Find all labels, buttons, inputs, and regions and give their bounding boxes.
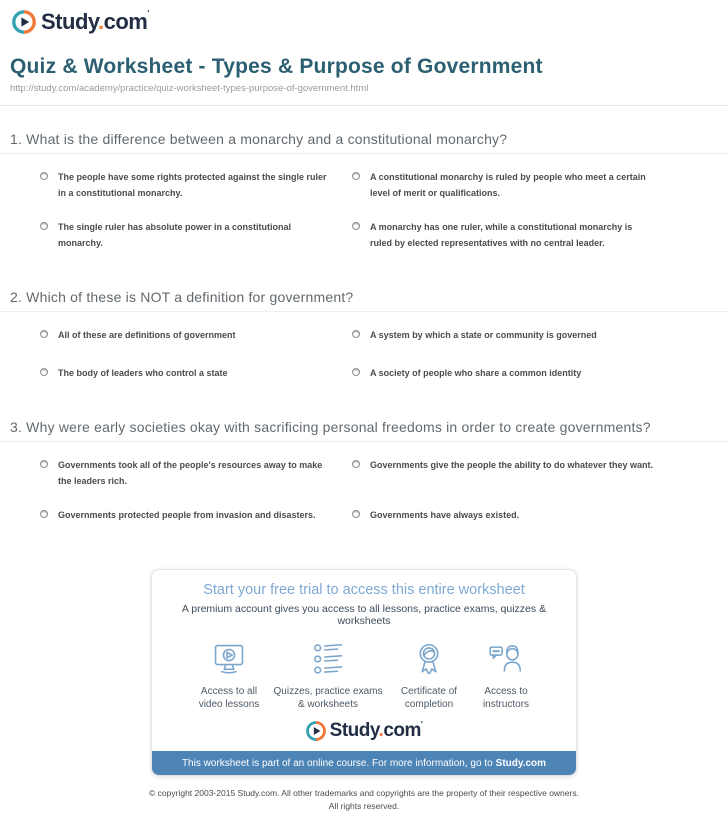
page-title: Quiz & Worksheet - Types & Purpose of Government	[10, 55, 543, 78]
question-1	[0, 131, 728, 251]
trial-subtitle: A premium account gives you access to all lessons, practice exams, quizzes & worksheets	[181, 603, 547, 627]
answer-label: Governments protected people from invasion and disasters.	[58, 510, 316, 520]
answer-option[interactable]	[40, 327, 352, 343]
course-info-banner	[152, 751, 576, 775]
feature-label: Access to all video lessons	[198, 686, 260, 710]
answer-option[interactable]	[352, 327, 728, 343]
answer-label: All of these are definitions of government	[58, 330, 236, 340]
radio-button[interactable]	[352, 222, 360, 230]
play-circle-logo-icon	[306, 721, 326, 741]
logo-trademark: '	[147, 9, 149, 18]
answer-option[interactable]	[352, 457, 728, 489]
radio-button[interactable]	[40, 222, 48, 230]
logo-wordmark: Study.com'	[329, 720, 423, 741]
page-url: http://study.com/academy/practice/quiz-worksheet-types-purpose-of-government.html	[10, 83, 369, 94]
answer-option[interactable]	[352, 219, 728, 251]
answer-option[interactable]	[40, 169, 352, 201]
banner-text: This worksheet is part of an online course. For more information, go to	[181, 757, 493, 769]
instructors-icon	[487, 640, 525, 678]
answer-label: A society of people who share a common identity	[370, 368, 582, 378]
radio-button[interactable]	[40, 330, 48, 338]
feature-quizzes	[272, 640, 384, 711]
answer-option[interactable]	[352, 507, 728, 523]
banner-studycom-link[interactable]: Study.com	[495, 757, 547, 769]
answer-option[interactable]	[40, 457, 352, 489]
radio-button[interactable]	[40, 510, 48, 518]
radio-button[interactable]	[40, 460, 48, 468]
radio-button[interactable]	[352, 172, 360, 180]
trial-features	[168, 627, 560, 711]
answer-label: The body of leaders who control a state	[58, 368, 228, 378]
radio-button[interactable]	[352, 510, 360, 518]
radio-button[interactable]	[352, 460, 360, 468]
header-divider	[0, 105, 728, 106]
question-3-answers	[0, 442, 728, 523]
question-1-answers	[0, 154, 728, 251]
answer-label: The people have some rights protected against the single ruler in a constitutional monarchy.	[58, 172, 327, 198]
trial-title[interactable]: Start your free trial to access this entire worksheet	[203, 582, 525, 598]
question-2	[0, 289, 728, 381]
answer-label: Governments took all of the people's resources away to make the leaders rich.	[58, 460, 323, 486]
question-1-heading: 1. What is the difference between a monarchy and a constitutional monarchy?	[0, 131, 728, 154]
answer-option[interactable]	[40, 219, 352, 251]
radio-button[interactable]	[352, 368, 360, 376]
studycom-logo[interactable]	[0, 0, 728, 35]
copyright-line2: All rights reserved.	[328, 801, 400, 811]
radio-button[interactable]	[40, 368, 48, 376]
logo-dot: .	[97, 9, 104, 34]
logo-wordmark: Study.com'	[41, 9, 149, 34]
answer-option[interactable]	[40, 507, 352, 523]
answer-label: Governments have always existed.	[370, 510, 520, 520]
copyright-footer	[0, 787, 728, 813]
certificate-icon	[410, 640, 448, 678]
feature-label: Certificate of completion	[400, 686, 458, 710]
answer-label: Governments give the people the ability to do whatever they want.	[370, 460, 654, 470]
answer-label: A system by which a state or community is governed	[370, 330, 597, 340]
feature-label: Quizzes, practice exams & worksheets	[273, 686, 383, 710]
studycom-logo-small[interactable]	[168, 720, 560, 742]
question-3	[0, 419, 728, 523]
free-trial-box	[151, 569, 577, 776]
question-3-heading: 3. Why were early societies okay with sacrificing personal freedoms in order to create governments?	[0, 419, 728, 442]
answer-option[interactable]	[40, 365, 352, 381]
feature-label: Access to instructors	[482, 686, 530, 710]
quizzes-worksheets-icon	[309, 640, 347, 678]
play-circle-logo-icon	[12, 10, 36, 34]
feature-certificate	[388, 640, 470, 711]
answer-option[interactable]	[352, 365, 728, 381]
logo-dot: .	[378, 720, 384, 741]
question-2-answers	[0, 312, 728, 381]
copyright-line1: © copyright 2003-2015 Study.com. All other trademarks and copyrights are the property of their respective owners.	[149, 788, 579, 798]
feature-video-lessons	[190, 640, 268, 711]
answer-label: A constitutional monarchy is ruled by people who meet a certain level of merit or qualifications.	[370, 172, 646, 198]
question-2-heading: 2. Which of these is NOT a definition for government?	[0, 289, 728, 312]
answer-label: A monarchy has one ruler, while a constitutional monarchy is ruled by elected representatives with no central leader.	[370, 222, 633, 248]
radio-button[interactable]	[352, 330, 360, 338]
video-lessons-icon	[210, 640, 248, 678]
logo-trademark: '	[420, 720, 423, 729]
answer-label: The single ruler has absolute power in a constitutional monarchy.	[58, 222, 292, 248]
feature-instructors	[474, 640, 538, 711]
answer-option[interactable]	[352, 169, 728, 201]
header	[0, 35, 728, 94]
radio-button[interactable]	[40, 172, 48, 180]
